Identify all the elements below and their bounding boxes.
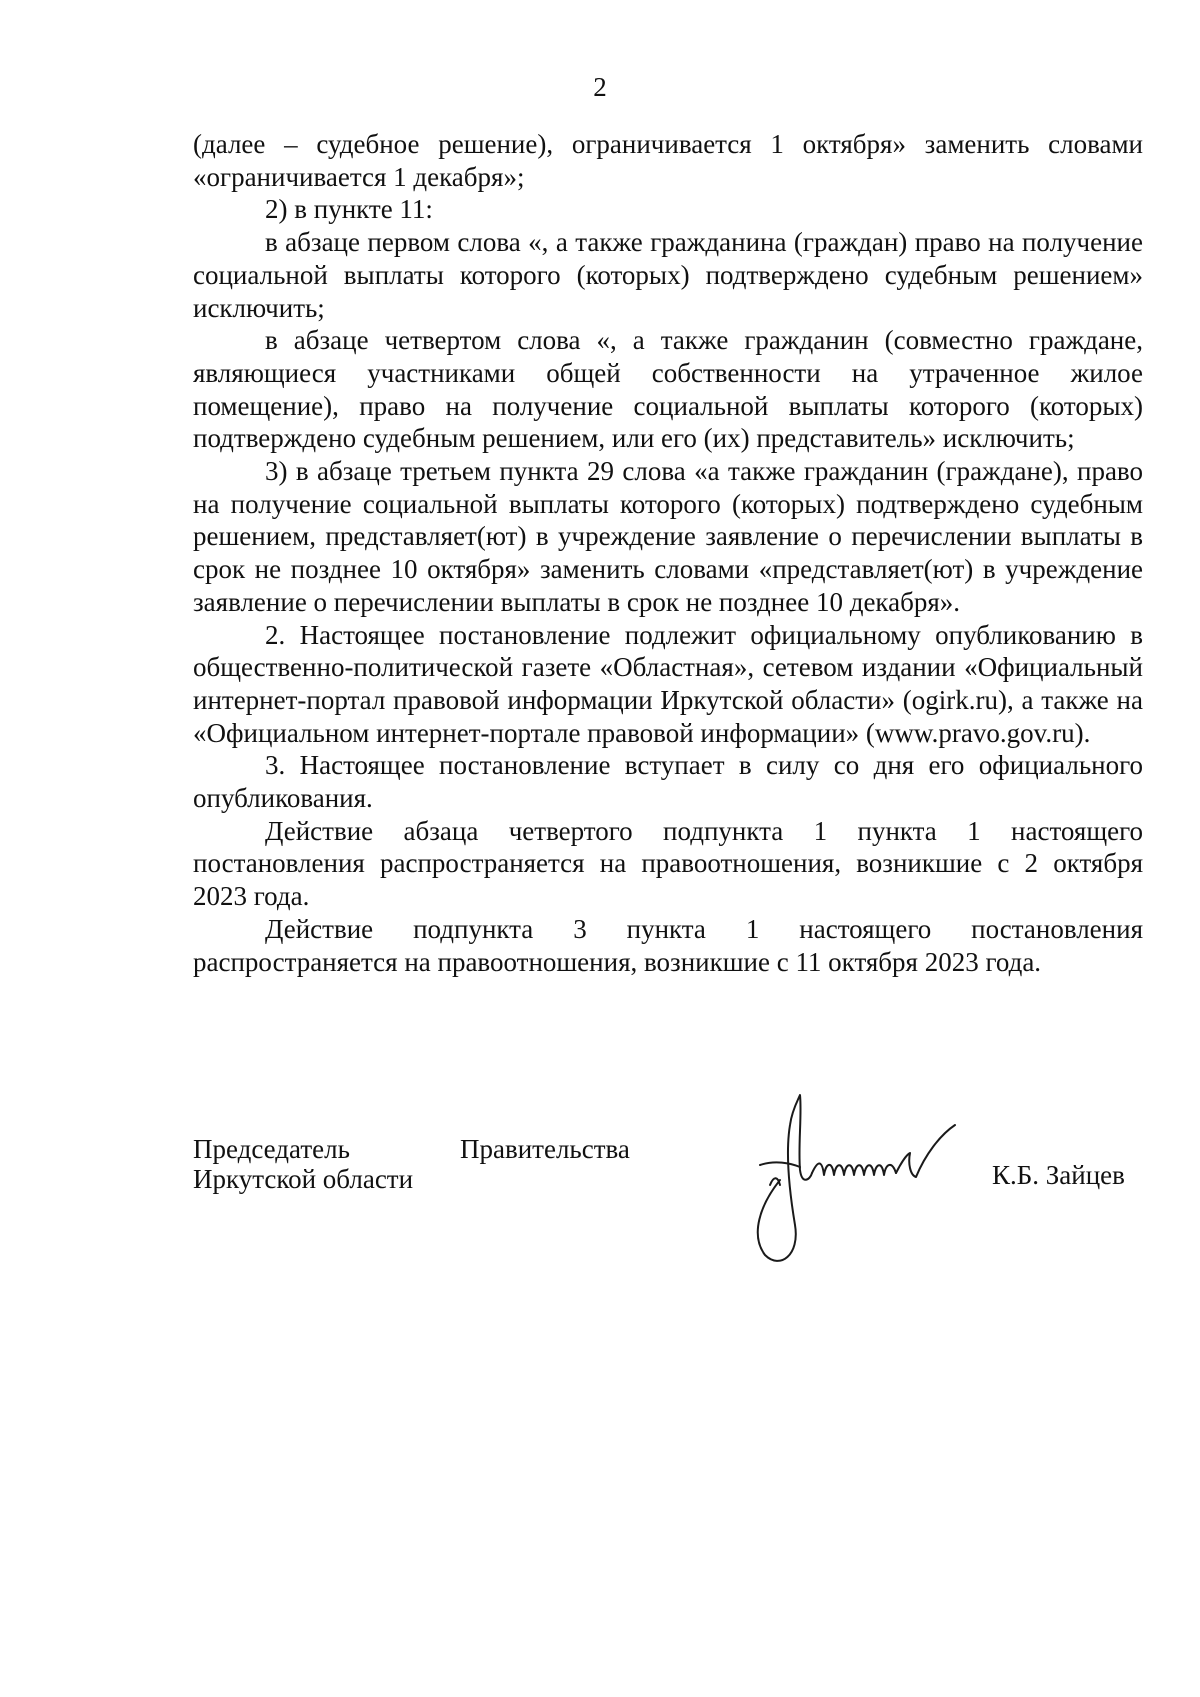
paragraph-item-3: 3. Настоящее постановление вступает в силу со дня его официального опубликования. <box>193 750 1143 814</box>
signatory-position-line2: Иркутской области <box>193 1164 414 1194</box>
paragraph-abzac-fourth: в абзаце четвертом слова «, а также гражданин (совместно граждане, являющиеся участниками общей собственности на утраченное жилое помещение), право на получение социальной выплаты которого (которых) подтверждено судебным решением, или его (их) представитель» исключить; <box>193 325 1143 454</box>
page-number: 2 <box>593 72 607 102</box>
paragraph-continuation: (далее – судебное решение), ограничивается 1 октября» заменить словами «ограничивается 1 декабря»; <box>193 129 1143 192</box>
paragraph-effect-1: Действие абзаца четвертого подпункта 1 пункта 1 настоящего постановления распространяется на правоотношения, возникшие с 2 октября 2023 года. <box>193 815 1143 912</box>
paragraph-effect-2: Действие подпункта 3 пункта 1 настоящего постановления распространяется на правоотношения, возникшие с 11 октября 2023 года. <box>193 913 1143 977</box>
signatory-name: К.Б. Зайцев <box>992 1160 1125 1190</box>
paragraph-subitem-2: 2) в пункте 11: <box>265 194 433 225</box>
paragraph-item-2: 2. Настоящее постановление подлежит официальному опубликованию в общественно-политической газете «Областная», сетевом издании «Официальный интернет-портал правовой информации Иркутской области» (ogirk.ru), а также на «Официальном интернет-портале правовой информации» (www.pravo.gov.ru). <box>193 619 1143 748</box>
paragraph-subitem-3: 3) в абзаце третьем пункта 29 слова «а также гражданин (граждане), право на получение социальной выплаты которого (которых) подтверждено судебным решением, представляет(ют) в учреждение заявление о перечислении выплаты в срок не позднее 10 октября» заменить словами «представляет(ют) в учреждение заявление о перечислении выплаты в срок не позднее 10 декабря». <box>193 456 1143 617</box>
handwritten-signature <box>740 1085 1000 1275</box>
paragraph-abzac-first: в абзаце первом слова «, а также гражданина (граждан) право на получение социальной выплаты которого (которых) подтверждено судебным решением» исключить; <box>193 227 1143 323</box>
signatory-position <box>193 1134 413 1194</box>
signatory-position-line1: Председатель <box>193 1134 350 1164</box>
signatory-position-gov: Правительства <box>460 1134 630 1164</box>
document-body <box>193 128 1143 978</box>
